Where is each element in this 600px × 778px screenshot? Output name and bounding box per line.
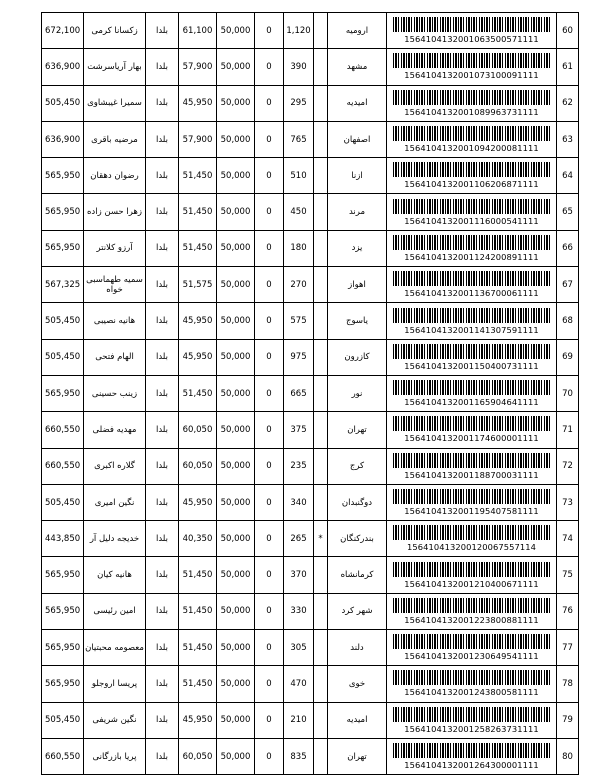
price-cell: 51,450 xyxy=(179,630,217,666)
flag-cell xyxy=(314,267,328,303)
barcode-icon xyxy=(393,344,551,359)
type-label-cell: بلدا xyxy=(146,375,179,411)
fee-cell: 50,000 xyxy=(217,85,255,121)
flag-cell xyxy=(314,158,328,194)
barcode-cell xyxy=(387,194,557,230)
flag-cell xyxy=(314,13,328,49)
amount-cell: 565,950 xyxy=(42,630,84,666)
recipient-name-cell: رضوان دهقان xyxy=(84,158,146,194)
zero-cell: 0 xyxy=(255,702,284,738)
type-label-cell: بلدا xyxy=(146,593,179,629)
row-number-cell: 70 xyxy=(557,375,579,411)
city-cell: مشهد xyxy=(328,49,387,85)
flag-cell xyxy=(314,412,328,448)
fee-cell: 50,000 xyxy=(217,448,255,484)
zero-cell: 0 xyxy=(255,557,284,593)
amount-cell: 505,450 xyxy=(42,303,84,339)
tracking-code: 1564104132001210400671111 xyxy=(404,578,539,589)
table-row xyxy=(42,412,579,448)
recipient-name-cell: پریسا اروجلو xyxy=(84,666,146,702)
barcode-icon xyxy=(393,271,551,286)
price-cell: 51,450 xyxy=(179,557,217,593)
table-row xyxy=(42,339,579,375)
barcode-cell xyxy=(387,230,557,266)
barcode-cell xyxy=(387,85,557,121)
row-number-cell: 61 xyxy=(557,49,579,85)
flag-cell xyxy=(314,230,328,266)
city-cell: اهواز xyxy=(328,267,387,303)
shipment-table xyxy=(41,12,579,775)
city-cell: امیدیه xyxy=(328,85,387,121)
barcode-icon xyxy=(393,199,551,214)
barcode-cell xyxy=(387,13,557,49)
type-label-cell: بلدا xyxy=(146,738,179,774)
zero-cell: 0 xyxy=(255,230,284,266)
barcode-icon xyxy=(393,53,551,68)
price-cell: 45,950 xyxy=(179,85,217,121)
row-number-cell: 62 xyxy=(557,85,579,121)
city-cell: شهر کرد xyxy=(328,593,387,629)
tracking-code: 1564104132001165904641111 xyxy=(404,397,539,408)
barcode-cell xyxy=(387,666,557,702)
recipient-name-cell: آرزو کلانتر xyxy=(84,230,146,266)
tracking-code: 1564104132001195407581111 xyxy=(404,506,539,516)
type-label-cell: بلدا xyxy=(146,267,179,303)
type-label-cell: بلدا xyxy=(146,521,179,557)
weight-cell: 305 xyxy=(284,630,314,666)
type-label-cell: بلدا xyxy=(146,448,179,484)
zero-cell: 0 xyxy=(255,303,284,339)
fee-cell: 50,000 xyxy=(217,484,255,520)
type-label-cell: بلدا xyxy=(146,85,179,121)
tracking-code: 1564104132001124200891111 xyxy=(404,251,539,262)
amount-cell: 636,900 xyxy=(42,49,84,85)
recipient-name-cell: زکسانا کرمی xyxy=(84,13,146,49)
type-label-cell: بلدا xyxy=(146,630,179,666)
fee-cell: 50,000 xyxy=(217,557,255,593)
price-cell: 57,900 xyxy=(179,49,217,85)
recipient-name-cell: بهار آریاسرشت xyxy=(84,49,146,85)
city-cell: مرند xyxy=(328,194,387,230)
tracking-code: 1564104132001188700031111 xyxy=(404,469,539,480)
fee-cell: 50,000 xyxy=(217,375,255,411)
tracking-code: 1564104132001141307591111 xyxy=(404,324,539,335)
barcode-icon xyxy=(393,162,551,177)
row-number-cell: 74 xyxy=(557,521,579,557)
weight-cell: 390 xyxy=(284,49,314,85)
amount-cell: 672,100 xyxy=(42,13,84,49)
flag-cell xyxy=(314,339,328,375)
amount-cell: 636,900 xyxy=(42,121,84,157)
barcode-icon xyxy=(393,525,551,540)
weight-cell: 235 xyxy=(284,448,314,484)
barcode-cell xyxy=(387,267,557,303)
barcode-cell xyxy=(387,630,557,666)
table-row xyxy=(42,666,579,702)
zero-cell: 0 xyxy=(255,412,284,448)
barcode-icon xyxy=(393,562,551,577)
tracking-code: 1564104132001174600001111 xyxy=(404,433,539,444)
amount-cell: 660,550 xyxy=(42,738,84,774)
row-number-cell: 80 xyxy=(557,738,579,774)
barcode-icon xyxy=(393,126,551,141)
table-row xyxy=(42,738,579,774)
weight-cell: 510 xyxy=(284,158,314,194)
weight-cell: 470 xyxy=(284,666,314,702)
weight-cell: 270 xyxy=(284,267,314,303)
city-cell: تهران xyxy=(328,412,387,448)
table-row xyxy=(42,267,579,303)
barcode-cell xyxy=(387,702,557,738)
row-number-cell: 75 xyxy=(557,557,579,593)
zero-cell: 0 xyxy=(255,121,284,157)
type-label-cell: بلدا xyxy=(146,49,179,85)
type-label-cell: بلدا xyxy=(146,666,179,702)
flag-cell xyxy=(314,557,328,593)
city-cell: دلند xyxy=(328,630,387,666)
fee-cell: 50,000 xyxy=(217,49,255,85)
fee-cell: 50,000 xyxy=(217,303,255,339)
tracking-code: 1564104132001243800581111 xyxy=(404,687,539,698)
tracking-code: 156410413200120067557114 xyxy=(406,542,537,553)
tracking-code: 1564104132001073100091111 xyxy=(404,70,539,81)
flag-cell xyxy=(314,194,328,230)
amount-cell: 565,950 xyxy=(42,666,84,702)
type-label-cell: بلدا xyxy=(146,339,179,375)
type-label-cell: بلدا xyxy=(146,557,179,593)
city-cell: امیدیه xyxy=(328,702,387,738)
fee-cell: 50,000 xyxy=(217,194,255,230)
barcode-cell xyxy=(387,738,557,774)
city-cell: بندرکنگان xyxy=(328,521,387,557)
price-cell: 45,950 xyxy=(179,702,217,738)
tracking-code: 1564104132001116000541111 xyxy=(404,215,539,226)
table-row xyxy=(42,521,579,557)
fee-cell: 50,000 xyxy=(217,702,255,738)
flag-cell xyxy=(314,49,328,85)
amount-cell: 565,950 xyxy=(42,593,84,629)
weight-cell: 265 xyxy=(284,521,314,557)
recipient-name-cell: گلاره اکبری xyxy=(84,448,146,484)
city-cell: دوگنبدان xyxy=(328,484,387,520)
type-label-cell: بلدا xyxy=(146,121,179,157)
barcode-icon xyxy=(393,453,551,468)
city-cell: خوی xyxy=(328,666,387,702)
weight-cell: 765 xyxy=(284,121,314,157)
recipient-name-cell: خدیجه دلیل آر xyxy=(84,521,146,557)
recipient-name-cell: سمیرا غیبشاوی xyxy=(84,85,146,121)
price-cell: 45,950 xyxy=(179,303,217,339)
price-cell: 60,050 xyxy=(179,738,217,774)
zero-cell: 0 xyxy=(255,630,284,666)
zero-cell: 0 xyxy=(255,267,284,303)
barcode-icon xyxy=(393,17,551,32)
barcode-icon xyxy=(393,634,551,649)
barcode-cell xyxy=(387,49,557,85)
fee-cell: 50,000 xyxy=(217,738,255,774)
price-cell: 51,450 xyxy=(179,666,217,702)
recipient-name-cell: مهدیه فضلی xyxy=(84,412,146,448)
table-row xyxy=(42,121,579,157)
amount-cell: 443,850 xyxy=(42,521,84,557)
flag-cell xyxy=(314,448,328,484)
type-label-cell: بلدا xyxy=(146,303,179,339)
city-cell: یزد xyxy=(328,230,387,266)
price-cell: 51,450 xyxy=(179,158,217,194)
barcode-cell xyxy=(387,303,557,339)
tracking-code: 1564104132001150400731111 xyxy=(404,360,539,371)
weight-cell: 340 xyxy=(284,484,314,520)
tracking-code: 1564104132001063500571111 xyxy=(404,34,539,45)
type-label-cell: بلدا xyxy=(146,702,179,738)
recipient-name-cell: هانیه نصیبی xyxy=(84,303,146,339)
city-cell: کرمانشاه xyxy=(328,557,387,593)
row-number-cell: 73 xyxy=(557,484,579,520)
weight-cell: 210 xyxy=(284,702,314,738)
price-cell: 45,950 xyxy=(179,339,217,375)
weight-cell: 180 xyxy=(284,230,314,266)
weight-cell: 450 xyxy=(284,194,314,230)
table-row xyxy=(42,375,579,411)
weight-cell: 330 xyxy=(284,593,314,629)
recipient-name-cell: نگین شریفی xyxy=(84,702,146,738)
tracking-code: 1564104132001230649541111 xyxy=(404,651,539,662)
recipient-name-cell: هانیه کیان xyxy=(84,557,146,593)
fee-cell: 50,000 xyxy=(217,339,255,375)
city-cell: ازنا xyxy=(328,158,387,194)
type-label-cell: بلدا xyxy=(146,484,179,520)
tracking-code: 1564104132001094200081111 xyxy=(404,143,539,154)
weight-cell: 375 xyxy=(284,412,314,448)
barcode-icon xyxy=(393,743,551,758)
city-cell: کرج xyxy=(328,448,387,484)
row-number-cell: 76 xyxy=(557,593,579,629)
row-number-cell: 67 xyxy=(557,267,579,303)
weight-cell: 665 xyxy=(284,375,314,411)
zero-cell: 0 xyxy=(255,194,284,230)
price-cell: 51,450 xyxy=(179,230,217,266)
type-label-cell: بلدا xyxy=(146,230,179,266)
row-number-cell: 63 xyxy=(557,121,579,157)
barcode-cell xyxy=(387,521,557,557)
row-number-cell: 72 xyxy=(557,448,579,484)
price-cell: 57,900 xyxy=(179,121,217,157)
table-row xyxy=(42,702,579,738)
fee-cell: 50,000 xyxy=(217,230,255,266)
zero-cell: 0 xyxy=(255,85,284,121)
flag-cell xyxy=(314,375,328,411)
zero-cell: 0 xyxy=(255,738,284,774)
barcode-icon xyxy=(393,308,551,323)
type-label-cell: بلدا xyxy=(146,13,179,49)
table-row xyxy=(42,630,579,666)
price-cell: 51,575 xyxy=(179,267,217,303)
city-cell: ارومیه xyxy=(328,13,387,49)
price-cell: 51,450 xyxy=(179,375,217,411)
tracking-code: 1564104132001264300001111 xyxy=(404,760,539,771)
barcode-cell xyxy=(387,484,557,520)
weight-cell: 575 xyxy=(284,303,314,339)
amount-cell: 505,450 xyxy=(42,484,84,520)
barcode-cell xyxy=(387,339,557,375)
amount-cell: 565,950 xyxy=(42,375,84,411)
zero-cell: 0 xyxy=(255,521,284,557)
zero-cell: 0 xyxy=(255,448,284,484)
barcode-icon xyxy=(393,90,551,105)
tracking-code: 1564104132001258263731111 xyxy=(404,723,539,734)
table-row xyxy=(42,593,579,629)
table-row xyxy=(42,448,579,484)
recipient-name-cell: الهام فتحی xyxy=(84,339,146,375)
weight-cell: 1,120 xyxy=(284,13,314,49)
recipient-name-cell: امین رئیسی xyxy=(84,593,146,629)
tracking-code: 1564104132001223800881111 xyxy=(404,614,539,625)
amount-cell: 505,450 xyxy=(42,339,84,375)
fee-cell: 50,000 xyxy=(217,630,255,666)
table-row xyxy=(42,557,579,593)
price-cell: 61,100 xyxy=(179,13,217,49)
flag-cell xyxy=(314,630,328,666)
barcode-icon xyxy=(393,235,551,250)
row-number-cell: 68 xyxy=(557,303,579,339)
table-row xyxy=(42,158,579,194)
price-cell: 60,050 xyxy=(179,448,217,484)
tracking-code: 1564104132001106206871111 xyxy=(404,179,539,190)
fee-cell: 50,000 xyxy=(217,13,255,49)
recipient-name-cell: سمیه طهماسبی خواه xyxy=(84,267,146,303)
tracking-code: 1564104132001089963731111 xyxy=(404,106,539,117)
recipient-name-cell: زهرا حسن زاده xyxy=(84,194,146,230)
zero-cell: 0 xyxy=(255,593,284,629)
flag-cell xyxy=(314,484,328,520)
barcode-cell xyxy=(387,557,557,593)
weight-cell: 835 xyxy=(284,738,314,774)
weight-cell: 295 xyxy=(284,85,314,121)
weight-cell: 975 xyxy=(284,339,314,375)
zero-cell: 0 xyxy=(255,375,284,411)
zero-cell: 0 xyxy=(255,49,284,85)
barcode-cell xyxy=(387,412,557,448)
table-row xyxy=(42,85,579,121)
flag-cell xyxy=(314,593,328,629)
row-number-cell: 78 xyxy=(557,666,579,702)
price-cell: 45,950 xyxy=(179,484,217,520)
row-number-cell: 60 xyxy=(557,13,579,49)
recipient-name-cell: نگین امیری xyxy=(84,484,146,520)
row-number-cell: 79 xyxy=(557,702,579,738)
zero-cell: 0 xyxy=(255,158,284,194)
barcode-cell xyxy=(387,448,557,484)
row-number-cell: 71 xyxy=(557,412,579,448)
barcode-icon xyxy=(393,598,551,613)
recipient-name-cell: پریا بازرگانی xyxy=(84,738,146,774)
amount-cell: 660,550 xyxy=(42,448,84,484)
table-row xyxy=(42,49,579,85)
table-row xyxy=(42,194,579,230)
city-cell: یاسوج xyxy=(328,303,387,339)
recipient-name-cell: مرضیه باقری xyxy=(84,121,146,157)
flag-cell xyxy=(314,738,328,774)
fee-cell: 50,000 xyxy=(217,521,255,557)
city-cell: نور xyxy=(328,375,387,411)
flag-cell xyxy=(314,121,328,157)
row-number-cell: 77 xyxy=(557,630,579,666)
amount-cell: 565,950 xyxy=(42,194,84,230)
barcode-icon xyxy=(393,416,551,431)
table-row xyxy=(42,484,579,520)
city-cell: کازرون xyxy=(328,339,387,375)
row-number-cell: 64 xyxy=(557,158,579,194)
row-number-cell: 66 xyxy=(557,230,579,266)
table-row xyxy=(42,230,579,266)
row-number-cell: 65 xyxy=(557,194,579,230)
price-cell: 51,450 xyxy=(179,593,217,629)
fee-cell: 50,000 xyxy=(217,121,255,157)
type-label-cell: بلدا xyxy=(146,158,179,194)
amount-cell: 565,950 xyxy=(42,158,84,194)
flag-cell xyxy=(314,702,328,738)
type-label-cell: بلدا xyxy=(146,412,179,448)
barcode-cell xyxy=(387,158,557,194)
zero-cell: 0 xyxy=(255,666,284,702)
fee-cell: 50,000 xyxy=(217,267,255,303)
zero-cell: 0 xyxy=(255,13,284,49)
city-cell: تهران xyxy=(328,738,387,774)
barcode-icon xyxy=(393,707,551,722)
recipient-name-cell: زینب حسینی xyxy=(84,375,146,411)
row-number-cell: 69 xyxy=(557,339,579,375)
amount-cell: 505,450 xyxy=(42,702,84,738)
zero-cell: 0 xyxy=(255,484,284,520)
amount-cell: 565,950 xyxy=(42,230,84,266)
amount-cell: 505,450 xyxy=(42,85,84,121)
barcode-icon xyxy=(393,380,551,395)
barcode-cell xyxy=(387,593,557,629)
type-label-cell: بلدا xyxy=(146,194,179,230)
amount-cell: 660,550 xyxy=(42,412,84,448)
flag-cell xyxy=(314,303,328,339)
barcode-icon xyxy=(393,489,551,504)
fee-cell: 50,000 xyxy=(217,158,255,194)
flag-cell xyxy=(314,666,328,702)
amount-cell: 565,950 xyxy=(42,557,84,593)
zero-cell: 0 xyxy=(255,339,284,375)
recipient-name-cell: معصومه محبتیان xyxy=(84,630,146,666)
city-cell: اصفهان xyxy=(328,121,387,157)
fee-cell: 50,000 xyxy=(217,593,255,629)
barcode-cell xyxy=(387,375,557,411)
amount-cell: 567,325 xyxy=(42,267,84,303)
tracking-code: 1564104132001136700061111 xyxy=(404,288,539,299)
barcode-cell xyxy=(387,121,557,157)
flag-cell: * xyxy=(314,521,328,557)
fee-cell: 50,000 xyxy=(217,666,255,702)
weight-cell: 370 xyxy=(284,557,314,593)
table-row xyxy=(42,13,579,49)
price-cell: 40,350 xyxy=(179,521,217,557)
barcode-icon xyxy=(393,670,551,685)
price-cell: 51,450 xyxy=(179,194,217,230)
table-row xyxy=(42,303,579,339)
fee-cell: 50,000 xyxy=(217,412,255,448)
price-cell: 60,050 xyxy=(179,412,217,448)
flag-cell xyxy=(314,85,328,121)
